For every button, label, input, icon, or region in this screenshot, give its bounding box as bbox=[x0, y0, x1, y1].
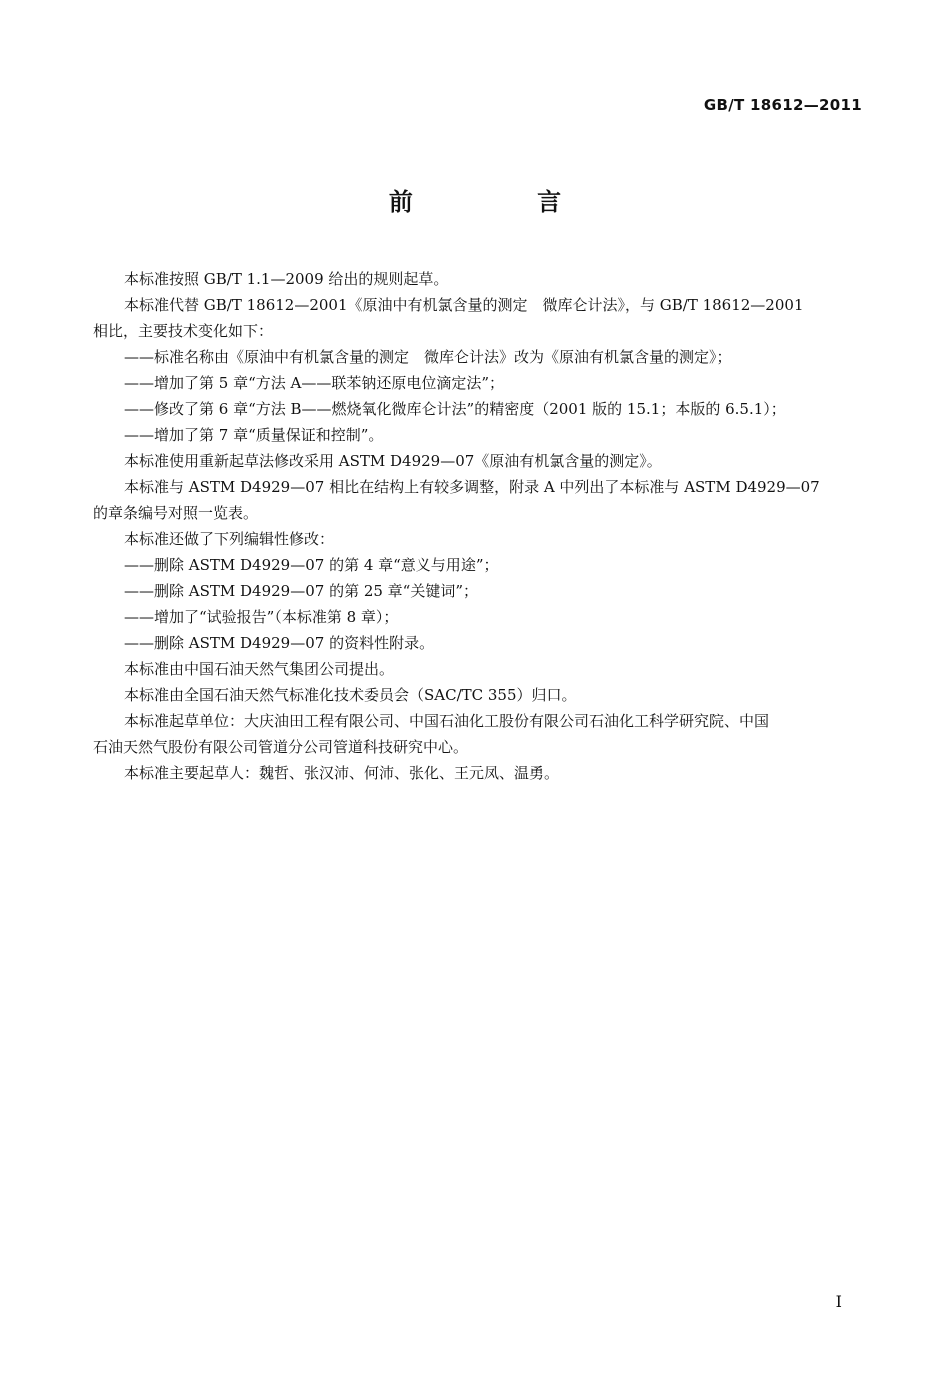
paragraph-structure: 本标准与 ASTM D4929—07 相比在结构上有较多调整，附录 A 中列出了本标准与 ASTM D4929—07 bbox=[124, 478, 820, 496]
page-number: I bbox=[835, 1292, 842, 1311]
list-item-change: ——修改了第 6 章“方法 B——燃烧氧化微库仑计法”的精密度（2001 版的 15.1；本版的 6.5.1）； bbox=[124, 400, 786, 418]
paragraph-replaces: 本标准代替 GB/T 18612—2001《原油中有机氯含量的测定 微库仑计法》，与 GB/T 18612—2001 bbox=[124, 296, 804, 314]
paragraph-drafters: 本标准主要起草人：魏哲、张汉沛、何沛、张化、王元凤、温勇。 bbox=[124, 764, 560, 782]
paragraph-drafting-units-cont: 石油天然气股份有限公司管道分公司管道科技研究中心。 bbox=[93, 738, 469, 756]
list-item-editorial: ——删除 ASTM D4929—07 的资料性附录。 bbox=[124, 634, 435, 652]
list-item-editorial: ——增加了“试验报告”（本标准第 8 章）； bbox=[124, 608, 399, 626]
list-item-editorial: ——删除 ASTM D4929—07 的第 4 章“意义与用途”； bbox=[124, 556, 499, 574]
paragraph-administered-by: 本标准由全国石油天然气标准化技术委员会（SAC/TC 355）归口。 bbox=[124, 686, 577, 704]
paragraph-structure-cont: 的章条编号对照一览表。 bbox=[93, 504, 259, 522]
paragraph-drafting-rules: 本标准按照 GB/T 1.1—2009 给出的规则起草。 bbox=[124, 270, 449, 288]
paragraph-drafting-units: 本标准起草单位：大庆油田工程有限公司、中国石油化工股份有限公司石油化工科学研究院、中国 bbox=[124, 712, 770, 730]
list-item-change: ——增加了第 5 章“方法 A——联苯钠还原电位滴定法”； bbox=[124, 374, 505, 392]
standard-code: GB/T 18612—2011 bbox=[703, 96, 862, 114]
paragraph-adoption: 本标准使用重新起草法修改采用 ASTM D4929—07《原油有机氯含量的测定》。 bbox=[124, 452, 662, 470]
paragraph-replaces-cont: 相比，主要技术变化如下： bbox=[93, 322, 274, 340]
list-item-editorial: ——删除 ASTM D4929—07 的第 25 章“关键词”； bbox=[124, 582, 479, 600]
paragraph-editorial: 本标准还做了下列编辑性修改： bbox=[124, 530, 335, 548]
list-item-change: ——增加了第 7 章“质量保证和控制”。 bbox=[124, 426, 384, 444]
list-item-change: ——标准名称由《原油中有机氯含量的测定 微库仑计法》改为《原油有机氯含量的测定》； bbox=[124, 348, 732, 366]
foreword-body bbox=[93, 266, 863, 786]
paragraph-proposed-by: 本标准由中国石油天然气集团公司提出。 bbox=[124, 660, 395, 678]
page-title: 前 言 bbox=[388, 188, 620, 216]
